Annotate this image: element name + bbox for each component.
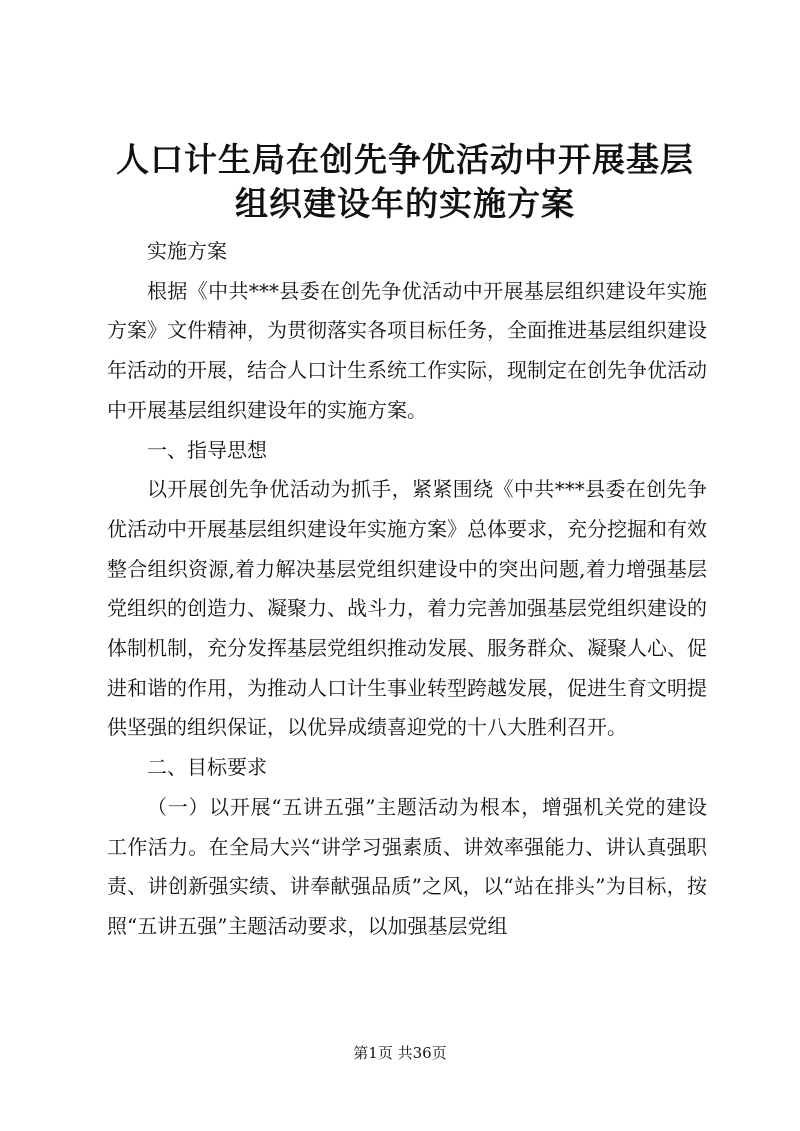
page-footer: 第1页 共36页 — [353, 1044, 447, 1062]
section-heading-guiding-thought: 一、指导思想 — [147, 437, 267, 462]
paragraph-intro: 根据《中共***县委在创先争优活动中开展基层组织建设年实施方案》文件精神，为贯彻落实各项目标任务，全面推进基层组织建设年活动的开展，结合人口计生系统工作实际，现制定在创先争优活动中开展基层组织建设年的实施方案。 — [107, 278, 707, 422]
document-body — [107, 232, 707, 947]
document-title: 人口计生局在创先争优活动中开展基层组织建设年的实施方案 — [116, 140, 694, 223]
paragraph-guiding-thought: 以开展创先争优活动为抓手，紧紧围绕《中共***县委在创先争优活动中开展基层组织建设年实施方案》总体要求，充分挖掘和有效整合组织资源,着力解决基层党组织建设中的突出问题,着力增强基层党组织的创造力、凝聚力、战斗力，着力完善加强基层党组织建设的体制机制，充分发挥基层党组织推动发展、服务群众、凝聚人心、促进和谐的作用，为推动人口计生事业转型跨越发展，促进生育文明提供坚强的组织保证，以优异成绩喜迎党的十八大胜利召开。 — [107, 477, 707, 740]
section-heading-goals: 二、目标要求 — [147, 755, 267, 780]
paragraph-goal-one: （一）以开展“五讲五强”主题活动为根本，增强机关党的建设工作活力。在全局大兴“讲学习强素质、讲效率强能力、讲认真强职责、讲创新强实绩、讲奉献强品质”之风，以“站在排头”为目标，按照“五讲五强”主题活动要求，以加强基层党组 — [107, 794, 707, 938]
paragraph-subtitle: 实施方案 — [147, 239, 227, 263]
